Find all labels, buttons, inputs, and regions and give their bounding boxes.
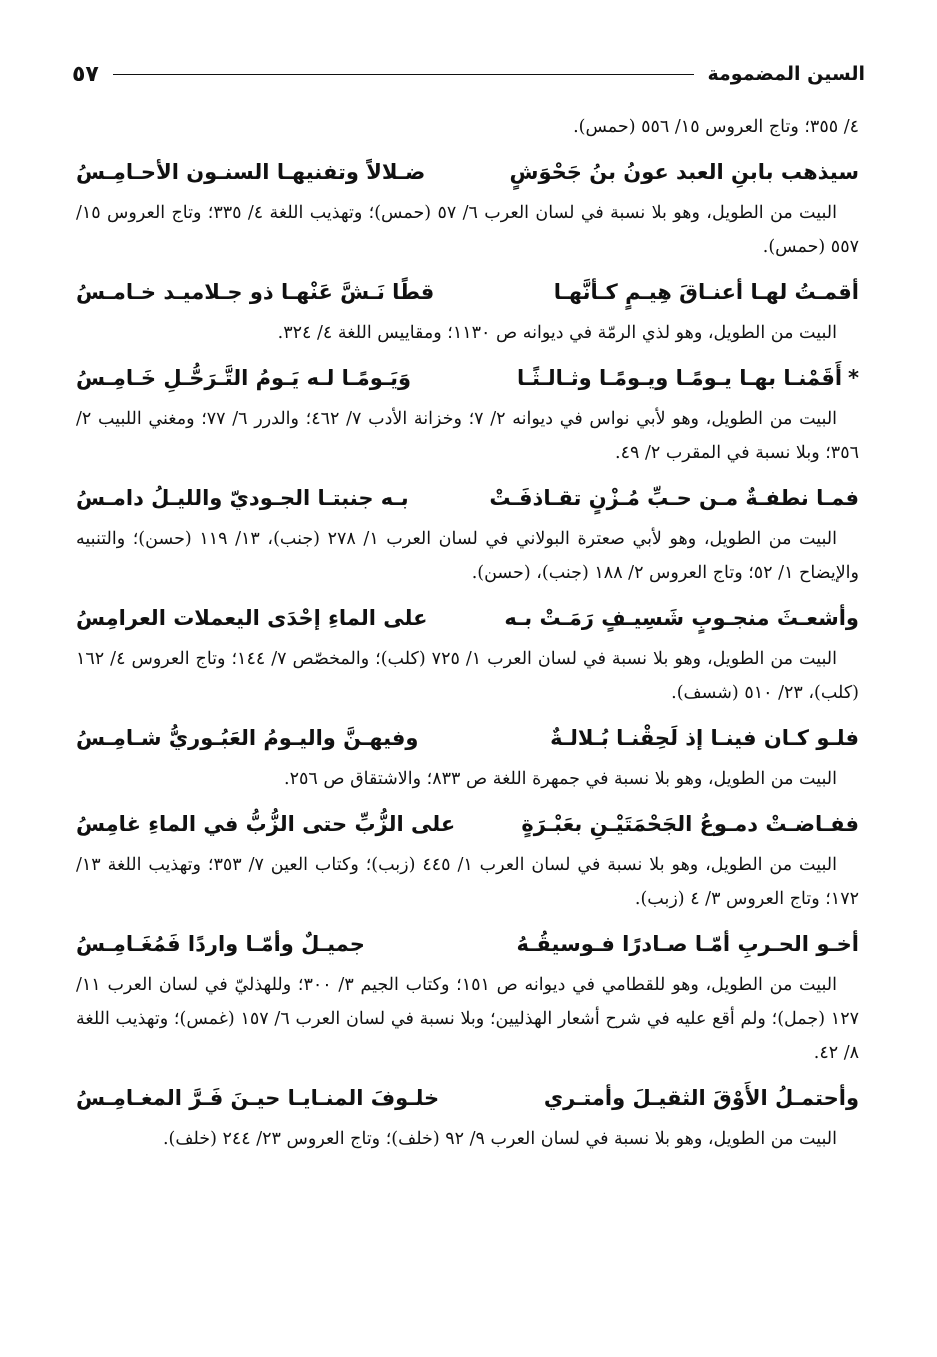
verse-line [76, 364, 859, 392]
verse-line [76, 604, 859, 632]
verse-first-hemistich: فلـو كـان فينـا إذ لَحِقْنـا بُـلالـةٌ [550, 726, 859, 750]
verse-source-note: البيت من الطويل، وهو بلا نسبة في لسان العرب ١/ ٧٢٥ (كلب)؛ والمخصّص ٧/ ١٤٤؛ وتاج العروس ٤/ ١٦٢ (كلب)، ٢٣/ ٥١٠ (شسف). [76, 649, 859, 703]
page-content [76, 110, 859, 1156]
verse-second-hemistich: بـه جنبتـا الجـوديّ والليـلُ دامـسُ [76, 486, 409, 510]
entry [76, 364, 859, 470]
verse-second-hemistich: على الماءِ إحْدَى اليعملات العرامِسُ [76, 606, 428, 630]
verse-second-hemistich: على الزُّبِّ حتى الزُّبُّ في الماءِ غامِسُ [76, 812, 456, 836]
verse-line [76, 278, 859, 306]
verse-source-note: البيت من الطويل، وهو بلا نسبة في لسان العرب ٩/ ٩٢ (خلف)؛ وتاج العروس ٢٣/ ٢٤٤ (خلف). [162, 1129, 837, 1149]
page-header [72, 54, 865, 94]
entry [76, 810, 859, 916]
verse-second-hemistich: قطًا نَـشَّ عَنْهـا ذو جـلاميـد خـامـسُ [76, 280, 435, 304]
running-title: السين المضمومة [707, 63, 865, 85]
verse-second-hemistich: وفيهـنَّ واليـومُ العَبُـوريُّ شـامِـسُ [76, 726, 419, 750]
verse-line [76, 724, 859, 752]
verse-line [76, 810, 859, 838]
continued-footnote: ٤/ ٣٥٥؛ وتاج العروس ١٥/ ٥٥٦ (حمس). [573, 117, 859, 137]
entry [76, 278, 859, 350]
entry [76, 930, 859, 1070]
verse-source-note: البيت من الطويل، وهو للقطامي في ديوانه ص ١٥١؛ وكتاب الجيم ٣/ ٣٠٠؛ وللهذليّ في لسان العرب ١١/ ١٢٧ (جمل)؛ ولم أقع عليه في شرح أشعار الهذليين؛ وبلا نسبة في لسان العرب ٦/ ١٥٧ (غمس)؛ وتهذيب اللغة ٨/ ٤٢. [76, 975, 859, 1063]
verse-first-hemistich: أقمـتُ لهـا أعنـاقَ هِيـمٍ كـأنَّهـا [553, 280, 859, 304]
verse-line [76, 930, 859, 958]
verse-first-hemistich: وأحتمـلُ الأَوْقَ الثقيـلَ وأمتـري [543, 1086, 859, 1110]
verse-first-hemistich: سيذهب بابنِ العبد عونُ بنُ جَحْوَشٍ [509, 160, 859, 184]
verse-second-hemistich: جميـلٌ وأمّـا واردًا فَمُغَـامِـسُ [76, 932, 365, 956]
verse-first-hemistich: أخـو الحـربِ أمّـا صـادرًا فـوسيقُـهُ [516, 932, 859, 956]
verse-first-hemistich-wrap [517, 364, 859, 392]
verse-line [76, 484, 859, 512]
verse-first-hemistich: أَقَمْنـا بهـا يـومًـا ويـومًـا وثـالـثًـا [516, 366, 843, 390]
verse-first-hemistich: ففـاضـتْ دمـوعُ الجَحْمَتَيْـنِ بعَبْـرَةٍ [521, 812, 859, 836]
verse-source-note: البيت من الطويل، وهو بلا نسبة في لسان العرب ٦/ ٥٧ (حمس)؛ وتهذيب اللغة ٤/ ٣٣٥؛ وتاج العروس ١٥/ ٥٥٧ (حمس). [76, 203, 859, 257]
entry [76, 158, 859, 264]
verse-source-note: البيت من الطويل، وهو بلا نسبة في لسان العرب ١/ ٤٤٥ (زبب)؛ وكتاب العين ٧/ ٣٥٣؛ وتهذيب اللغة ١٣/ ١٧٢؛ وتاج العروس ٣/ ٤ (زبب). [76, 855, 859, 909]
verse-first-hemistich: فمـا نطفـةٌ مـن حـبِّ مُـزْنٍ تقـاذفَـتْ [489, 486, 859, 510]
verse-second-hemistich: وَيَـومًـا لـه يَـومُ التَّـرَحُّـلِ خَـامِـسُ [76, 366, 412, 390]
entry [76, 604, 859, 710]
header-rule [113, 74, 694, 75]
verse-second-hemistich: ضـلالاً وتفنيهـا السنـون الأحـامِـسُ [76, 160, 426, 184]
entry [76, 724, 859, 796]
verse-source-note: البيت من الطويل، وهو بلا نسبة في جمهرة اللغة ص ٨٣٣؛ والاشتقاق ص ٢٥٦. [284, 769, 837, 789]
verse-first-hemistich: وأشعـثَ منجـوبٍ شَسِيـفٍ رَمَـتْ بـه [504, 606, 859, 630]
entry [76, 1084, 859, 1156]
verse-second-hemistich: خلـوفَ المنـايـا حيـنَ فَـرَّ المغـامِـسُ [76, 1086, 440, 1110]
page-number: ٥٧ [72, 61, 99, 87]
entry [76, 484, 859, 590]
verse-source-note: البيت من الطويل، وهو لأبي نواس في ديوانه ٢/ ٧؛ وخزانة الأدب ٧/ ٤٦٢؛ والدرر ٦/ ٧٧؛ ومغني اللبيب ٢/ ٣٥٦؛ وبلا نسبة في المقرب ٢/ ٤٩. [76, 409, 859, 463]
asterisk-marker: * [848, 366, 859, 390]
verse-line [76, 158, 859, 186]
verse-source-note: البيت من الطويل، وهو لأبي صعترة البولاني في لسان العرب ١/ ٢٧٨ (جنب)، ١٣/ ١١٩ (حسن)؛ والتنبيه والإيضاح ١/ ٥٢؛ وتاج العروس ٢/ ١٨٨ (جنب)، (حسن). [76, 529, 859, 583]
verse-line [76, 1084, 859, 1112]
verse-source-note: البيت من الطويل، وهو لذي الرمّة في ديوانه ص ١١٣٠؛ ومقاييس اللغة ٤/ ٣٢٤. [277, 323, 837, 343]
